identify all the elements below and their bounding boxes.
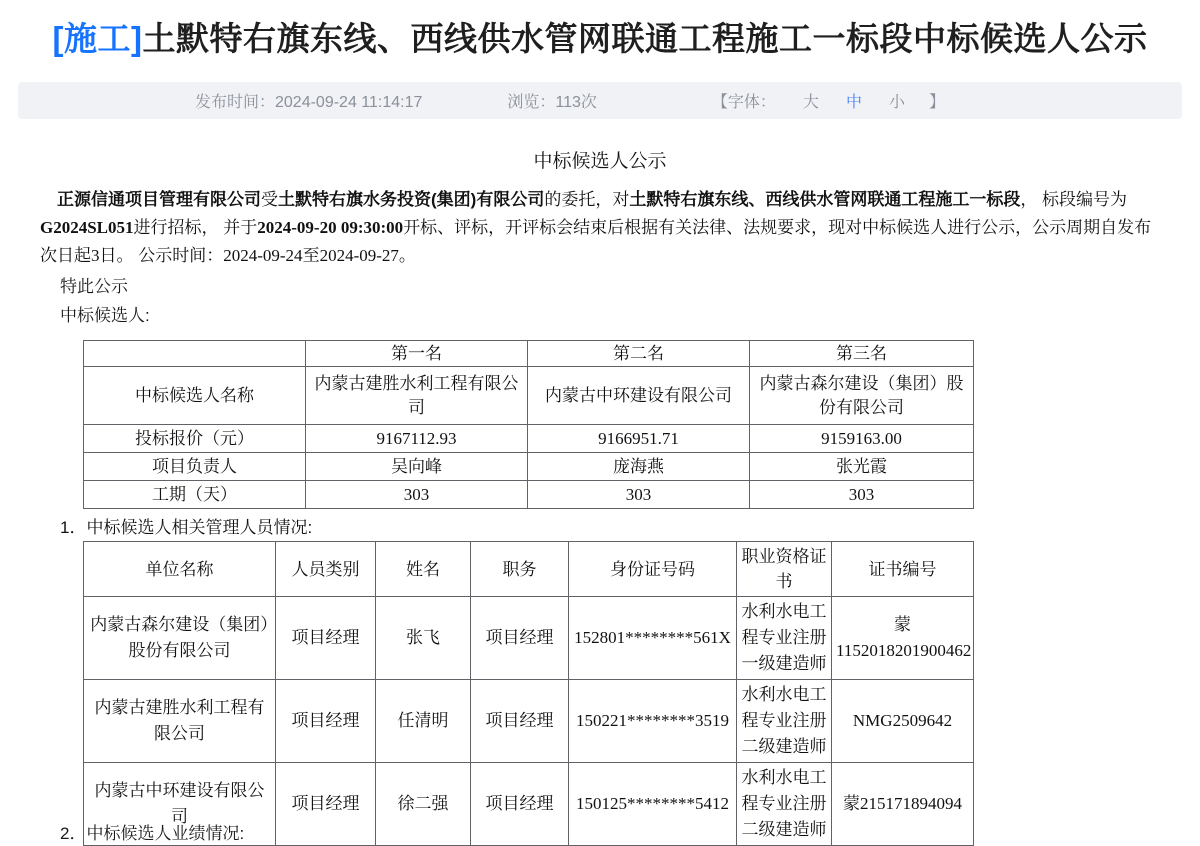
managers-table-cell: 项目经理 [276, 763, 376, 846]
candidates-table-row [84, 453, 974, 481]
managers-header-cell: 身份证号码 [569, 542, 737, 597]
paragraph-run: 至 [302, 246, 320, 265]
font-size-small-button[interactable]: 小 [888, 94, 905, 111]
managers-table-cell: 150125********5412 [569, 763, 737, 846]
managers-table-cell: 徐二强 [376, 763, 471, 846]
partial-next-section-line: 2．中标候选人业绩情况: [60, 824, 245, 843]
publish-time: 发布时间：2024-09-24 11:14:17 [195, 94, 423, 111]
paragraph-run: 土默特右旗东线、西线供水管网联通工程施工一标段 [629, 190, 1021, 209]
candidates-table-cell: 内蒙古中环建设有限公司 [528, 367, 750, 425]
page-title [28, 13, 1172, 60]
candidates-table-row [84, 367, 974, 425]
paragraph-run: 正源信通项目管理有限公司 [57, 190, 261, 209]
paragraph-run: 3 [91, 246, 100, 265]
font-size-label-close: 】 [928, 94, 945, 111]
article-heading: 中标候选人公示 [533, 151, 667, 172]
candidates-header-cell: 第一名 [306, 341, 528, 367]
candidates-table-row [84, 481, 974, 509]
candidates-header-cell: 第三名 [750, 341, 974, 367]
candidates-table-cell: 9166951.71 [528, 425, 750, 453]
managers-table-cell: 项目经理 [276, 597, 376, 680]
managers-header-cell: 人员类别 [276, 542, 376, 597]
paragraph-run: 开标、评标，开评标会结束后根据有关法律、法规要求，现对中标候选人进行公示，公示周期自发布次日起 [40, 218, 1152, 265]
view-count: 浏览：113次 [507, 94, 597, 111]
candidates-table-cell: 吴向峰 [306, 453, 528, 481]
font-size-label: 【字体： [711, 94, 776, 111]
candidates-table-cell: 投标报价（元） [84, 425, 306, 453]
paragraph-run: 2024-09-20 09:30:00 [257, 218, 404, 237]
paragraph-run: 进行招标， 并于 [133, 218, 258, 237]
section-1-title: 1．中标候选人相关管理人员情况: [60, 518, 313, 537]
candidates-table-cell: 项目负责人 [84, 453, 306, 481]
candidates-table-cell: 内蒙古建胜水利工程有限公司 [306, 367, 528, 425]
managers-table-cell: 张飞 [376, 597, 471, 680]
managers-table-cell: 152801********561X [569, 597, 737, 680]
managers-table-cell: 项目经理 [276, 680, 376, 763]
meta-bar [18, 82, 1182, 119]
candidates-table-cell: 9159163.00 [750, 425, 974, 453]
paragraph-run: 2024-09-27 [319, 246, 399, 265]
managers-table-cell: 蒙1152018201900462 [832, 597, 974, 680]
note-line-1: 特此公示 [60, 277, 128, 296]
candidates-table-cell: 中标候选人名称 [84, 367, 306, 425]
candidates-header-row [84, 341, 974, 367]
candidates-table-cell: 9167112.93 [306, 425, 528, 453]
candidates-table-body [84, 341, 974, 509]
managers-table-cell: 内蒙古中环建设有限公司 [84, 763, 276, 846]
candidates-table [83, 340, 974, 509]
paragraph-run: 日。 公示时间： [99, 246, 224, 265]
paragraph-run: ， 标段编号为 [1020, 190, 1128, 209]
paragraph-run: 的委托，对 [544, 190, 630, 209]
candidates-table-cell: 303 [528, 481, 750, 509]
page-title-text: 土默特右旗东线、西线供水管网联通工程施工一标段中标候选人公示 [142, 20, 1148, 57]
managers-header-cell: 姓名 [376, 542, 471, 597]
category-tag: [施工] [52, 20, 143, 57]
candidates-table-row [84, 425, 974, 453]
managers-header-cell: 职务 [471, 542, 569, 597]
candidates-table-cell: 张光霞 [750, 453, 974, 481]
managers-header-cell: 单位名称 [84, 542, 276, 597]
managers-table-cell: 项目经理 [471, 680, 569, 763]
managers-table-cell: 蒙215171894094 [832, 763, 974, 846]
paragraph-run: 。 [398, 246, 416, 265]
paragraph-run: G2024SL051 [40, 218, 134, 237]
note-line-2: 中标候选人: [60, 306, 150, 325]
managers-table-cell: NMG2509642 [832, 680, 974, 763]
managers-table-cell: 150221********3519 [569, 680, 737, 763]
managers-header-cell: 职业资格证书 [737, 542, 832, 597]
candidates-table-cell: 内蒙古森尔建设（集团）股份有限公司 [750, 367, 974, 425]
managers-table-body [84, 542, 974, 846]
managers-table-cell: 项目经理 [471, 597, 569, 680]
managers-table-cell: 任清明 [376, 680, 471, 763]
managers-table-row [84, 597, 974, 680]
announcement-page [0, 13, 1200, 846]
managers-table-cell: 水利水电工程专业注册二级建造师 [737, 763, 832, 846]
candidates-header-cell: 第二名 [528, 341, 750, 367]
font-size-selector [712, 89, 945, 112]
managers-header-cell: 证书编号 [832, 542, 974, 597]
candidates-table-cell: 303 [750, 481, 974, 509]
paragraph-run: 土默特右旗水务投资(集团)有限公司 [278, 190, 545, 209]
managers-table [83, 541, 974, 846]
managers-table-cell: 项目经理 [471, 763, 569, 846]
paragraph-run: 受 [261, 190, 278, 209]
candidates-table-cell: 庞海燕 [528, 453, 750, 481]
font-size-medium-button[interactable]: 中 [845, 94, 862, 111]
managers-table-cell: 水利水电工程专业注册二级建造师 [737, 680, 832, 763]
paragraph-run: 2024-09-24 [223, 246, 303, 265]
managers-table-cell: 内蒙古森尔建设（集团）股份有限公司 [84, 597, 276, 680]
candidates-header-cell [84, 341, 306, 367]
managers-table-cell: 内蒙古建胜水利工程有限公司 [84, 680, 276, 763]
announcement-paragraph [40, 186, 1160, 270]
managers-header-row [84, 542, 974, 597]
managers-table-cell: 水利水电工程专业注册一级建造师 [737, 597, 832, 680]
managers-table-row [84, 680, 974, 763]
candidates-table-cell: 303 [306, 481, 528, 509]
font-size-large-button[interactable]: 大 [802, 94, 819, 111]
candidates-table-cell: 工期（天） [84, 481, 306, 509]
